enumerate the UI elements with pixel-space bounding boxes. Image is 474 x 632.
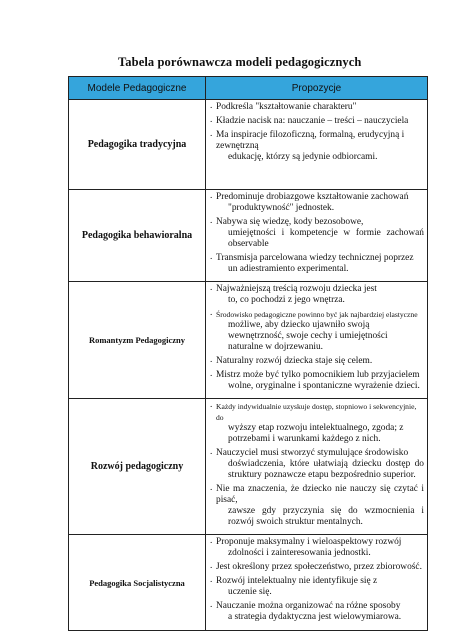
list-item: . Nie ma znaczenia, że dziecko nie nauczy się czytać i pisać, zawsze gdy przyczynia się do wzmocnienia i rozwój swoich struktur mentalnych. bbox=[210, 484, 424, 528]
model-name: Pedagogika behawioralna bbox=[69, 190, 206, 282]
proposals-cell bbox=[206, 190, 428, 282]
list-item: . Nabywa się wiedzę, kody bezosobowe, umiejętności i kompetencje w formie zachowań observable bbox=[210, 217, 424, 250]
page-title: Tabela porównawcza modeli pedagogicznych bbox=[118, 55, 362, 69]
list-item: . Proponuje maksymalny i wieloaspektowy rozwój zdolności i zainteresowania jednostki. bbox=[210, 537, 424, 559]
table-row bbox=[69, 399, 428, 535]
list-item: . Predominuje drobiazgowe kształtowanie zachowań "produktywność" jednostek. bbox=[210, 192, 424, 214]
table-row bbox=[69, 190, 428, 282]
list-item: . Nauczanie można organizować na różne sposoby a strategia dydaktyczna jest wielowymiarowa. bbox=[210, 601, 424, 623]
model-name: Pedagogika tradycyjna bbox=[69, 100, 206, 190]
list-item: . Mistrz może być tylko pomocnikiem lub przyjacielem wolne, oryginalne i spontaniczne wyrażenie dzieci. bbox=[210, 370, 424, 392]
model-name: Romantyzm Pedagogiczny bbox=[69, 282, 206, 399]
list-item: . Każdy indywidualnie uzyskuje dostęp, stopniowo i sekwencyjnie, do wyższy etap rozwoju intelektualnego, zgoda; z potrzebami i warunkami każdego z nich. bbox=[210, 401, 424, 445]
proposals-cell bbox=[206, 399, 428, 535]
list-item: . Nauczyciel musi stworzyć stymulujące środowisko doświadczenia, które ułatwiają dziecku dostęp do struktury poznawcze etapu bezpośrednio superior. bbox=[210, 448, 424, 481]
table-row bbox=[69, 282, 428, 399]
list-item: . Podkreśla "kształtowanie charakteru" bbox=[210, 102, 424, 113]
list-item: . Naturalny rozwój dziecka staje się celem. bbox=[210, 356, 424, 367]
list-item: . Ma inspiracje filozoficzną, formalną, erudycyjną i zewnętrzną edukację, którzy są jedynie odbiorcami. bbox=[210, 130, 424, 163]
list-item: . Środowisko pedagogiczne powinno być jak najbardziej elastyczne możliwe, aby dziecko ujawniło swoją wewnętrzność, swoje cechy i umiejętności naturalne w dojrzewaniu. bbox=[210, 309, 424, 353]
list-item: . Rozwój intelektualny nie identyfikuje się z uczenie się. bbox=[210, 576, 424, 598]
header-models: Modele Pedagogiczne bbox=[69, 77, 206, 100]
list-item: . Najważniejszą treścią rozwoju dziecka jest to, co pochodzi z jego wnętrza. bbox=[210, 284, 424, 306]
table-header-row bbox=[69, 77, 428, 100]
model-name: Rozwój pedagogiczny bbox=[69, 399, 206, 535]
proposals-cell bbox=[206, 282, 428, 399]
table-row bbox=[69, 535, 428, 631]
comparison-table bbox=[68, 76, 428, 631]
list-item: . Transmisja parcelowana wiedzy technicznej poprzez un adiestramiento experimental. bbox=[210, 253, 424, 275]
proposals-cell bbox=[206, 535, 428, 631]
list-item: . Kładzie nacisk na: nauczanie – treści – nauczyciela bbox=[210, 116, 424, 127]
list-item: . Jest określony przez społeczeństwo, przez zbiorowość. bbox=[210, 562, 424, 573]
model-name: Pedagogika Socjalistyczna bbox=[69, 535, 206, 631]
proposals-cell bbox=[206, 100, 428, 190]
table-row bbox=[69, 100, 428, 190]
header-proposals: Propozycje bbox=[206, 77, 428, 100]
